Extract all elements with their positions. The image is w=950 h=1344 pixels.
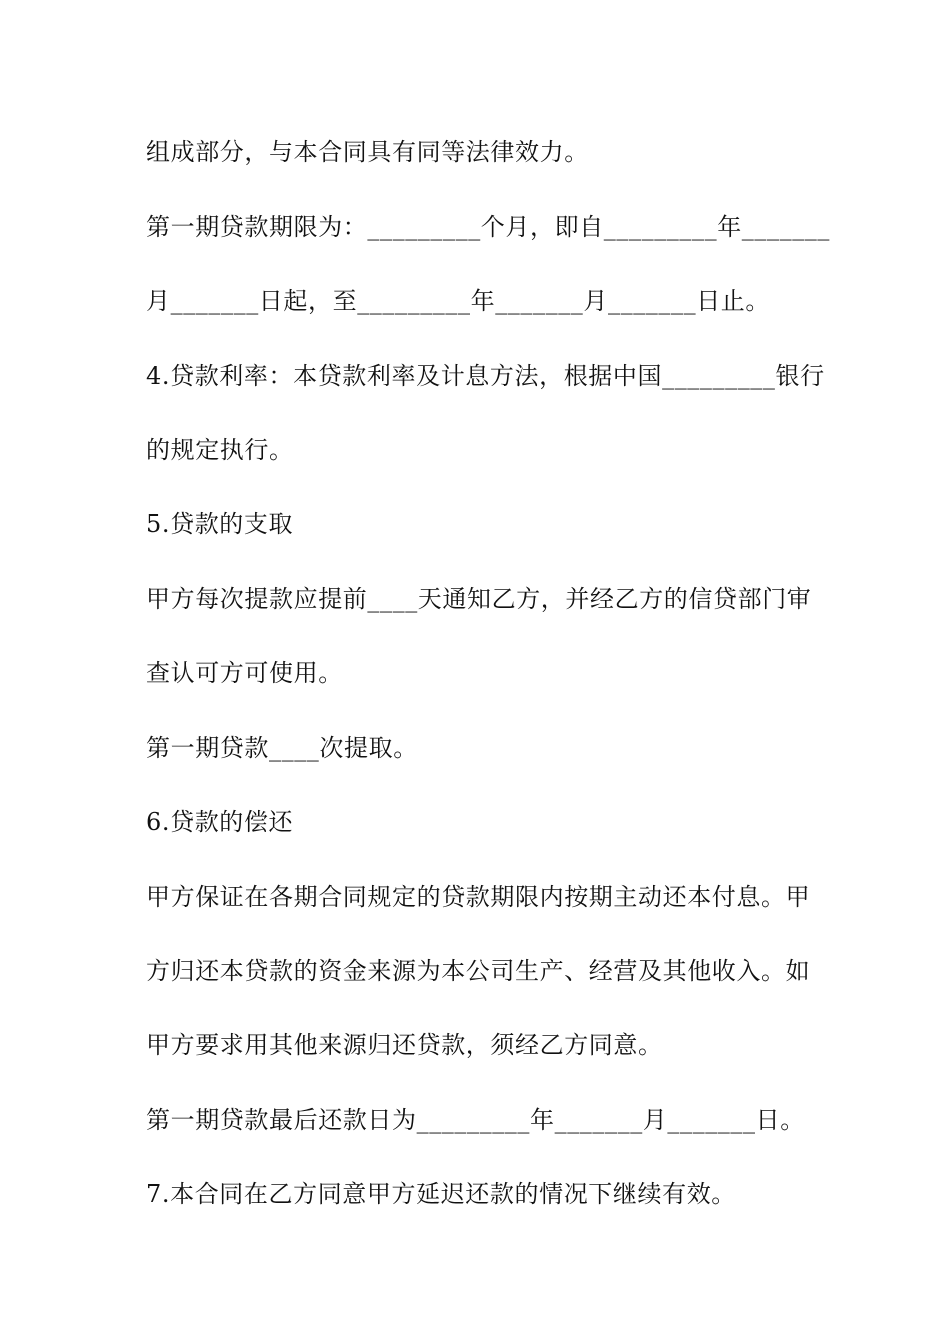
section-heading-7: 7.本合同在乙方同意甲方延迟还款的情况下继续有效。 xyxy=(146,1180,736,1208)
text-line: 查认可方可使用。 xyxy=(146,659,343,687)
text-line: 第一期贷款期限为：_________个月，即自_________年_______ xyxy=(146,213,830,241)
text-line: 组成部分，与本合同具有同等法律效力。 xyxy=(146,138,589,166)
text-line: 甲方要求用其他来源归还贷款，须经乙方同意。 xyxy=(146,1031,663,1059)
text-line: 月_______日起，至_________年_______月_______日止。 xyxy=(146,287,770,315)
text-line: 第一期贷款最后还款日为_________年_______月_______日。 xyxy=(146,1106,805,1134)
text-line: 的规定执行。 xyxy=(146,436,294,464)
text-line: 甲方保证在各期合同规定的贷款期限内按期主动还本付息。甲 xyxy=(146,883,811,911)
text-line: 第一期贷款____次提取。 xyxy=(146,734,418,762)
text-line: 甲方每次提款应提前____天通知乙方，并经乙方的信贷部门审 xyxy=(146,585,812,613)
section-heading-5: 5.贷款的支取 xyxy=(146,510,294,538)
section-heading-4: 4.贷款利率：本贷款利率及计息方法，根据中国_________银行 xyxy=(146,362,825,390)
text-line: 方归还本贷款的资金来源为本公司生产、经营及其他收入。如 xyxy=(146,957,811,985)
section-heading-6: 6.贷款的偿还 xyxy=(146,808,294,836)
